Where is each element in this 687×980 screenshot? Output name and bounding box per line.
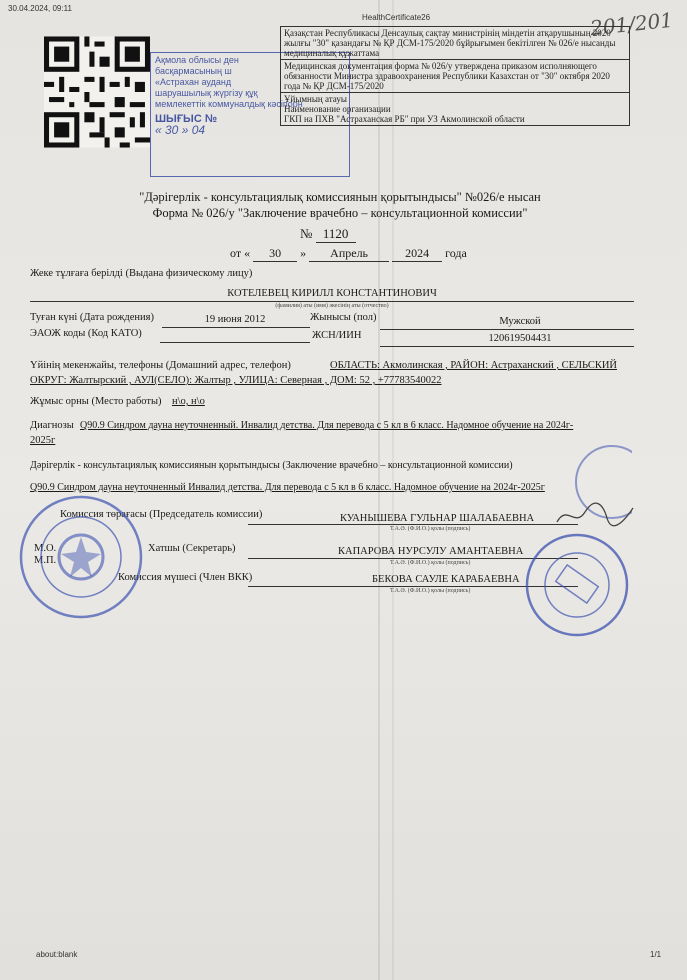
document-number: [300, 226, 356, 243]
stamp-line: Ақмола облысы ден: [155, 55, 239, 65]
sex-label: Жынысы (пол): [310, 312, 377, 323]
signature-caption: Т.А.Ә. (Ф.И.О.) қолы (подпись): [390, 588, 471, 594]
diagnosis-line-1: Q90.9 Синдром дауна неуточненный. Инвалид детства. Для перевода с 5 кл в 6 класс. Надомное обучение на 2024г-: [80, 420, 574, 431]
date-day: 30: [253, 246, 297, 262]
stamp-line: «Астрахан ауданд: [155, 77, 232, 87]
workplace-label: Жұмыс орны (Место работы): [30, 396, 162, 407]
signature-scribble: [555, 500, 635, 530]
chair-name: КУАНЫШЕВА ГУЛЬНАР ШАЛАБАЕВНА: [340, 513, 535, 524]
stamp-number-label: ШЫҒЫС №: [155, 114, 218, 125]
ref-ru-order: Медицинская документация форма № 026/у утверждена приказом исполняющего обязанности Министра здравоохранения Республики Казахстан от "30" октября 2020 года № ҚР ДСМ-175/2020: [281, 60, 630, 93]
stamp-line: шаруашылық жүргізу құқ: [155, 88, 258, 98]
date-year: 2024: [392, 246, 442, 262]
print-footer-right: 1/1: [650, 950, 662, 959]
round-seal-doctor: [522, 530, 632, 640]
conclusion-value: Q90.9 Синдром дауна неуточненный Инвалид детства. Для перевода с 5 кл в 6 класс. Надомное обучение на 2024г-2025г: [30, 482, 545, 493]
diagnosis-label: Диагнозы: [30, 420, 74, 431]
underline: [30, 301, 634, 302]
address-line-1: ОБЛАСТЬ: Акмолинская , РАЙОН: Астраханский , СЕЛЬСКИЙ: [330, 360, 617, 371]
underline: [380, 346, 634, 347]
chair-label: Комиссия төрағасы (Председатель комиссии): [60, 509, 263, 520]
document-date: [230, 246, 467, 262]
address-label: Үйінің мекенжайы, телефоны (Домашний адрес, телефон): [30, 360, 291, 371]
iin-label: ЖСН/ИИН: [312, 330, 362, 341]
mp-ru: М.П.: [34, 555, 57, 566]
workplace-value: н\о, н\о: [172, 396, 205, 407]
round-seal-emblem: [16, 492, 146, 622]
dob-label: Туған күні (Дата рождения): [30, 312, 154, 323]
number-label: №: [300, 226, 313, 241]
conclusion-label: Дәрігерлік - консультациялық комиссиянын қорытындысы (Заключение врачебно – консультационной комиссии): [30, 460, 513, 471]
signature-caption: Т.А.Ә. (Ф.И.О.) қолы (подпись): [390, 526, 471, 532]
form-reference-table: [280, 26, 630, 126]
iin-value: 120619504431: [488, 333, 552, 344]
underline: [162, 327, 310, 328]
patient-name: КОТЕЛЕВЕЦ КИРИЛЛ КОНСТАНТИНОВИЧ: [227, 288, 437, 299]
date-suffix: года: [445, 246, 467, 260]
ref-organization: Ұйымның атауы Наименование организации ГКП на ПХВ "Астраханская РБ" при УЗ Акмолинской области: [281, 93, 630, 126]
number-value: 1120: [316, 226, 356, 243]
print-page-title: HealthCertificate26: [362, 13, 431, 22]
print-datetime: 30.04.2024, 09:11: [8, 4, 72, 13]
handwritten-corner-note: 201/201: [588, 7, 675, 41]
signature-caption: Т.А.Ә. (Ф.И.О.) қолы (подпись): [390, 560, 471, 566]
underline: [248, 524, 578, 525]
sex-value: Мужской: [499, 316, 541, 327]
title-ru: Форма № 026/у "Заключение врачебно – консультационной комиссии": [152, 206, 528, 220]
patient-name-caption: (фамилия) аты (имя) әкесінің аты (отчество): [275, 303, 389, 309]
stamp-line: мемлекеттік коммуналдық кәсіпорн: [155, 99, 303, 109]
title-kz: "Дәрігерлік - консультациялық комиссиянын қорытындысы" №026/е нысан: [139, 190, 541, 204]
date-month: Апрель: [309, 246, 389, 262]
date-mid: »: [300, 246, 307, 260]
qr-code: [44, 36, 150, 148]
member-label: Комиссия мүшесі (Член ВКК): [118, 572, 253, 583]
secretary-name: КАПАРОВА НУРСУЛУ АМАНТАЕВНА: [338, 546, 524, 557]
address-line-2: ОКРУГ: Жалтырский , АУЛ(СЕЛО): Жалтыр , УЛИЦА: Северная , ДОМ: 52 , +77783540022: [30, 375, 442, 386]
print-footer-left: about:blank: [36, 950, 78, 959]
underline: [160, 342, 310, 343]
kato-label: ЭАОЖ коды (Код КАТО): [30, 328, 142, 339]
secretary-label: Хатшы (Секретарь): [148, 543, 236, 554]
diagnosis-line-2: 2025г: [30, 435, 56, 446]
dob-value: 19 июня 2012: [204, 314, 266, 325]
underline: [380, 329, 634, 330]
stamp-date: « 30 » 04: [155, 125, 206, 136]
mp-kz: М.О.: [34, 543, 57, 554]
stamp-line: басқармасының ш: [155, 66, 232, 76]
ref-kz-order: Қазақстан Республикасы Денсаулық сақтау министрінің міндетін атқарушының 2020 жылғы "30" қазандағы № ҚР ДСМ-175/2020 бұйрығымен бекітілген № 026/е нысанды медициналық құжаттама: [281, 27, 630, 60]
member-name: БЕКОВА САУЛЕ КАРАБАЕВНА: [372, 574, 520, 585]
issued-to-label: Жеке тұлғаға берілді (Выдана физическому лицу): [30, 268, 253, 279]
date-prefix: от «: [230, 246, 251, 260]
